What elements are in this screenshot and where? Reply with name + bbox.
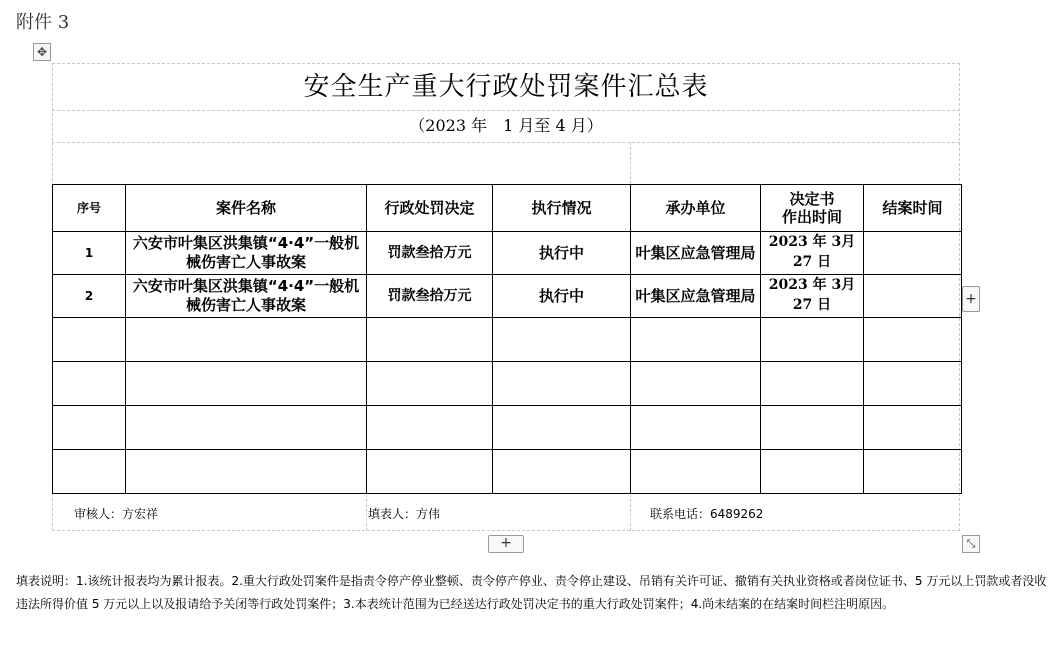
empty-cell[interactable] (367, 450, 493, 494)
page-title: 安全生产重大行政处罚案件汇总表 (303, 72, 709, 102)
cases-table (52, 184, 962, 494)
empty-cell[interactable] (126, 406, 367, 450)
empty-cell[interactable] (126, 450, 367, 494)
cell-closing-time[interactable] (864, 275, 962, 318)
table-row-empty (53, 362, 962, 406)
table-row-empty (53, 318, 962, 362)
table-header-row (53, 185, 962, 232)
cell-decision-date[interactable]: 2023 年 3月 27 日 (761, 275, 864, 318)
empty-cell[interactable] (493, 406, 631, 450)
cell-execution[interactable]: 执行中 (493, 275, 631, 318)
cell-seq[interactable]: 1 (53, 232, 126, 275)
empty-cell[interactable] (53, 362, 126, 406)
add-column-button[interactable]: + (962, 286, 980, 312)
empty-cell[interactable] (367, 318, 493, 362)
phone-label: 联系电话：6489262 (650, 507, 764, 521)
header-date-line2: 作出时间 (781, 208, 842, 226)
cell-decision-date[interactable]: 2023 年 3月 27 日 (761, 232, 864, 275)
attachment-label: 附件 3 (16, 12, 70, 33)
empty-cell[interactable] (126, 318, 367, 362)
empty-cell[interactable] (493, 362, 631, 406)
table-row-empty (53, 406, 962, 450)
cell-closing-time[interactable] (864, 232, 962, 275)
empty-cell[interactable] (53, 318, 126, 362)
table-move-icon[interactable]: ✥ (33, 43, 51, 61)
filler-label: 填表人：方伟 (368, 507, 441, 521)
empty-cell[interactable] (761, 450, 864, 494)
empty-cell[interactable] (761, 406, 864, 450)
cell-execution[interactable]: 执行中 (493, 232, 631, 275)
cell-case-name[interactable]: 六安市叶集区洪集镇“4·4”一般机械伤害亡人事故案 (126, 232, 367, 275)
empty-cell[interactable] (761, 318, 864, 362)
header-decision-date[interactable] (761, 185, 864, 232)
empty-cell[interactable] (367, 362, 493, 406)
empty-cell[interactable] (631, 362, 761, 406)
empty-cell[interactable] (864, 450, 962, 494)
cell-case-name[interactable]: 六安市叶集区洪集镇“4·4”一般机械伤害亡人事故案 (126, 275, 367, 318)
header-closing-time[interactable]: 结案时间 (864, 185, 962, 232)
empty-cell[interactable] (761, 362, 864, 406)
empty-cell[interactable] (367, 406, 493, 450)
empty-cell[interactable] (631, 318, 761, 362)
empty-cell[interactable] (493, 318, 631, 362)
empty-cell[interactable] (864, 318, 962, 362)
empty-cell[interactable] (864, 362, 962, 406)
table-row (53, 275, 962, 318)
empty-cell[interactable] (53, 450, 126, 494)
empty-cell[interactable] (53, 406, 126, 450)
footer-divider-left (366, 494, 367, 531)
reviewer-label: 审核人：方宏祥 (74, 507, 159, 521)
empty-cell[interactable] (631, 406, 761, 450)
cell-unit[interactable]: 叶集区应急管理局 (631, 232, 761, 275)
add-row-button[interactable]: + (488, 535, 524, 553)
fill-instructions: 填表说明：1.该统计报表均为累计报表。2.重大行政处罚案件是指责令停产停业整顿、责令停产停业、责令停止建设、吊销有关许可证、撤销有关执业资格或者岗位证书、5 万元以上罚款或者没收违法所得价值 5 万元以上以及报请给予关闭等行政处罚案件；3.本表统计范围为已经送达行政处罚决定书的重大行政处罚案件；4.尚未结案的在结案时间栏注明原因。 (16, 574, 1047, 611)
title-divider (52, 110, 960, 111)
cell-decision[interactable]: 罚款叁拾万元 (367, 232, 493, 275)
footer-divider-right (630, 494, 631, 531)
empty-cell[interactable] (493, 450, 631, 494)
empty-cell[interactable] (864, 406, 962, 450)
empty-cell[interactable] (126, 362, 367, 406)
cell-decision[interactable]: 罚款叁拾万元 (367, 275, 493, 318)
header-decision[interactable]: 行政处罚决定 (367, 185, 493, 232)
table-row-empty (53, 450, 962, 494)
subtitle-divider (52, 142, 960, 143)
date-range-subtitle: （2023 年 1 月至 4 月） (409, 116, 603, 135)
table-row (53, 232, 962, 275)
spacer-divider (630, 142, 631, 184)
header-seq[interactable]: 序号 (53, 185, 126, 232)
header-unit[interactable]: 承办单位 (631, 185, 761, 232)
table-resize-icon[interactable]: ⤡ (962, 535, 980, 553)
empty-cell[interactable] (631, 450, 761, 494)
header-case-name[interactable]: 案件名称 (126, 185, 367, 232)
cell-seq[interactable]: 2 (53, 275, 126, 318)
header-date-line1: 决定书 (789, 190, 835, 208)
header-execution[interactable]: 执行情况 (493, 185, 631, 232)
cell-unit[interactable]: 叶集区应急管理局 (631, 275, 761, 318)
